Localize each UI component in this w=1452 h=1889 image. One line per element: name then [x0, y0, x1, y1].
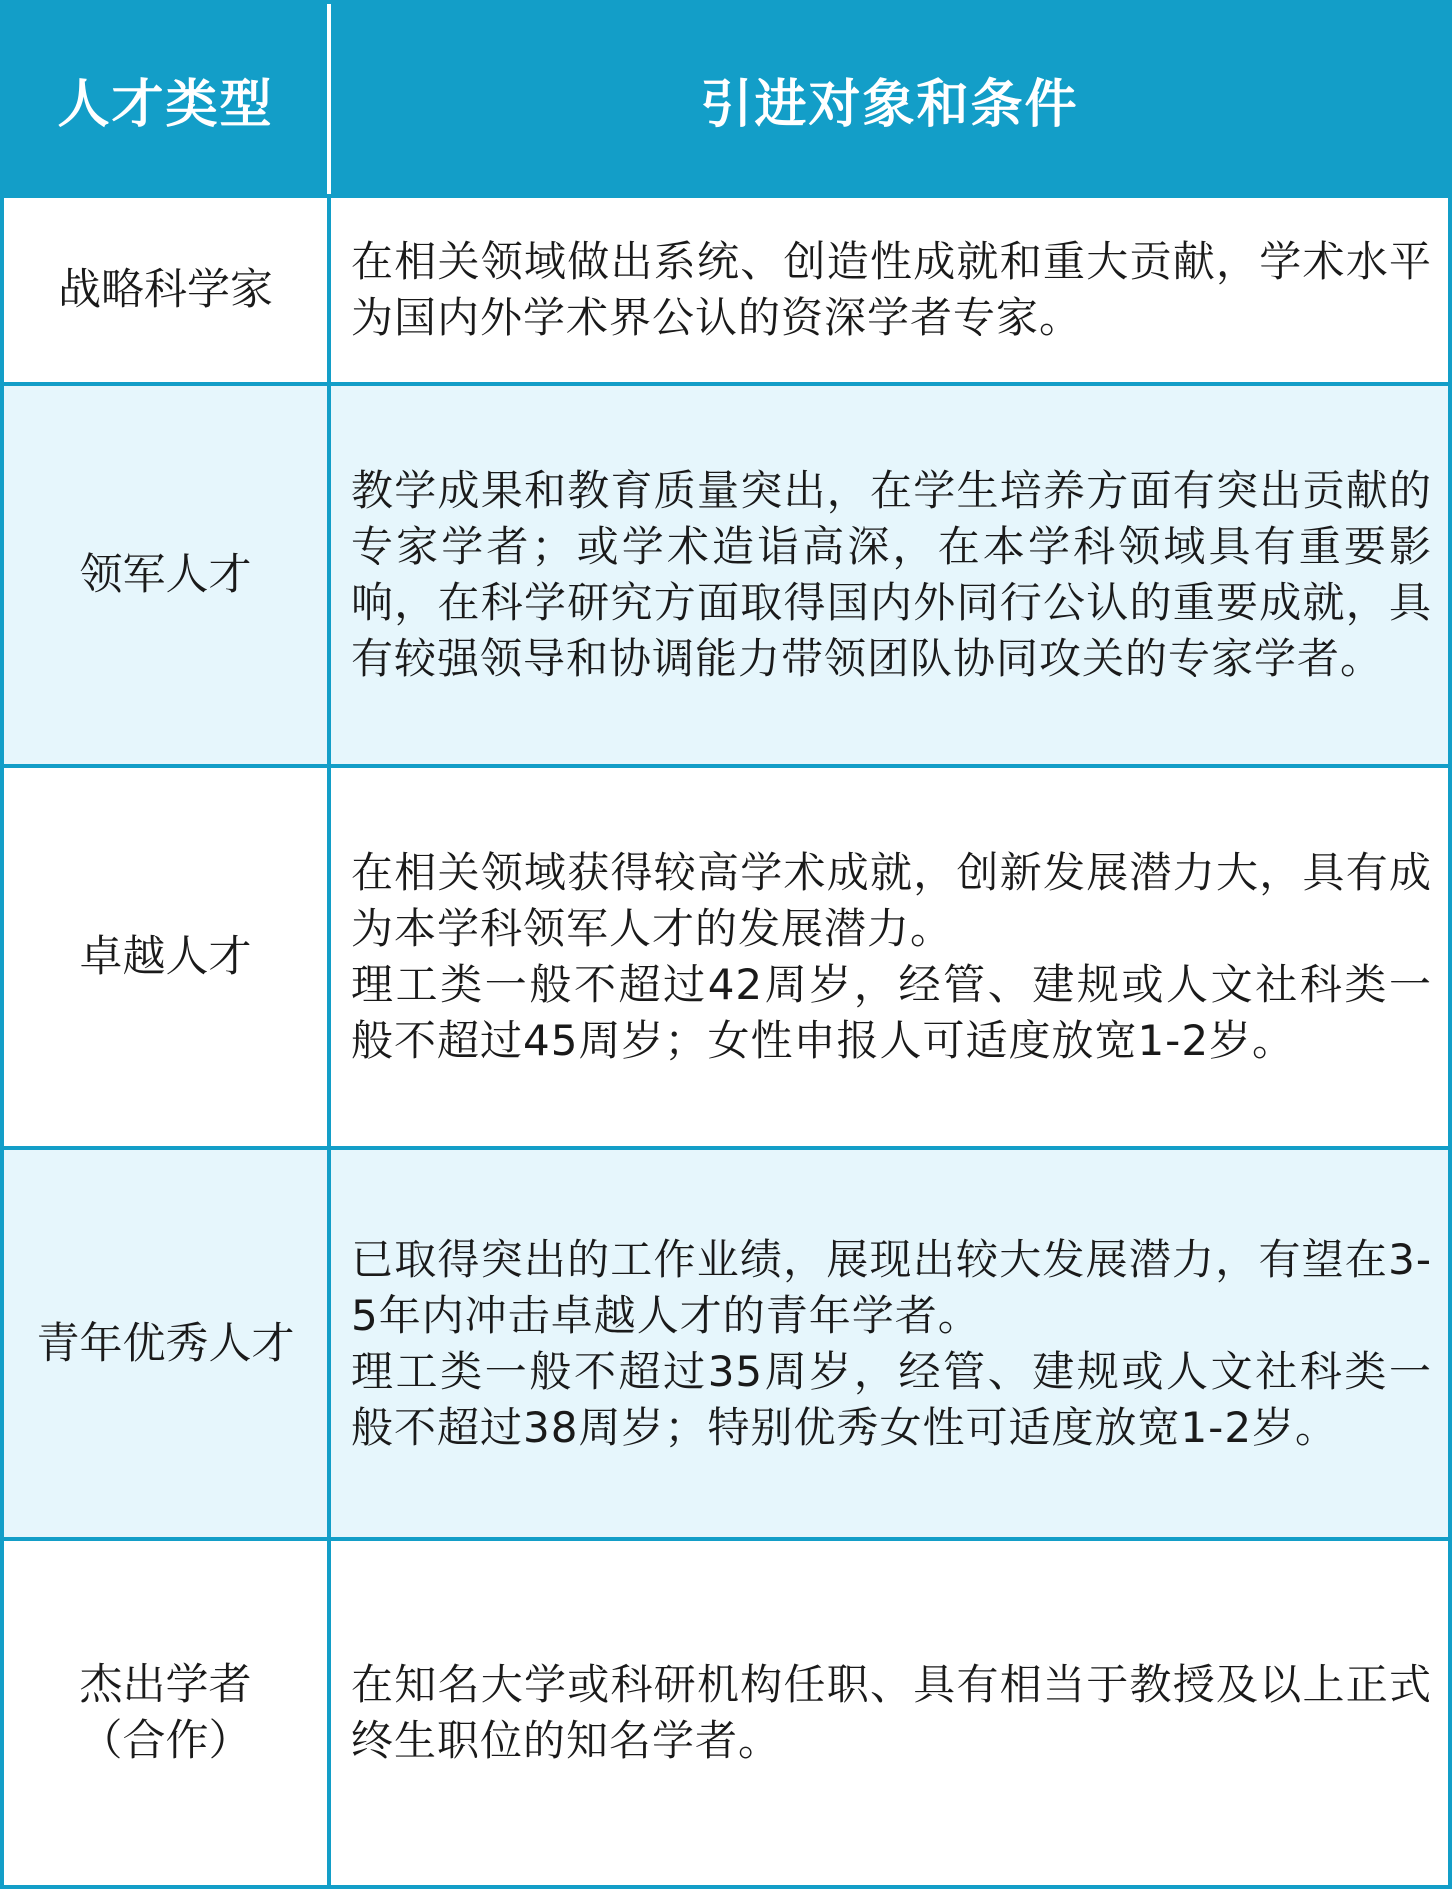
header-cell-desc [331, 4, 1448, 194]
type-cell [4, 198, 331, 382]
type-label: 青年优秀人才 [36, 1318, 295, 1369]
desc-paragraph: 教学成果和教育质量突出，在学生培养方面有突出贡献的专家学者；或学术造诣高深，在本学科领域具有重要影响，在科学研究方面取得国内外同行公认的重要成就，具有较强领导和协调能力带领团队协同攻关的专家学者。 [351, 466, 1432, 683]
desc-paragraph: 理工类一般不超过35周岁，经管、建规或人文社科类一般不超过38周岁；特别优秀女性可适度放宽1-2岁。 [351, 1346, 1432, 1452]
table-header [4, 4, 1448, 198]
type-sublabel: （合作） [79, 1716, 252, 1766]
desc-paragraph: 理工类一般不超过42周岁，经管、建规或人文社科类一般不超过45周岁；女性申报人可适度放宽1-2岁。 [351, 960, 1432, 1065]
desc-paragraph: 已取得突出的工作业绩，展现出较大发展潜力，有望在3-5年内冲击卓越人才的青年学者。 [351, 1234, 1432, 1340]
type-label: 卓越人才 [79, 932, 252, 982]
header-type-label: 人才类型 [57, 74, 274, 135]
desc-cell [331, 1150, 1448, 1537]
type-cell [4, 768, 331, 1146]
desc-paragraph: 在知名大学或科研机构任职、具有相当于教授及以上正式终生职位的知名学者。 [351, 1660, 1432, 1765]
type-cell [4, 1541, 331, 1885]
table-row [4, 1150, 1448, 1541]
table-row [4, 768, 1448, 1150]
desc-cell [331, 198, 1448, 382]
type-label: 杰出学者 [79, 1660, 252, 1710]
type-label: 战略科学家 [58, 265, 273, 315]
header-cell-type [4, 4, 331, 194]
header-desc-label: 引进对象和条件 [700, 74, 1079, 135]
desc-paragraph: 在相关领域获得较高学术成就，创新发展潜力大，具有成为本学科领军人才的发展潜力。 [351, 848, 1432, 953]
desc-cell [331, 768, 1448, 1146]
type-cell [4, 386, 331, 764]
table-row [4, 198, 1448, 386]
desc-cell [331, 1541, 1448, 1885]
desc-paragraph: 在相关领域做出系统、创造性成就和重大贡献，学术水平为国内外学术界公认的资深学者专家。 [351, 237, 1432, 342]
table-row [4, 1541, 1448, 1885]
desc-cell [331, 386, 1448, 764]
type-cell [4, 1150, 331, 1537]
table-row [4, 386, 1448, 768]
type-label: 领军人才 [79, 550, 252, 600]
